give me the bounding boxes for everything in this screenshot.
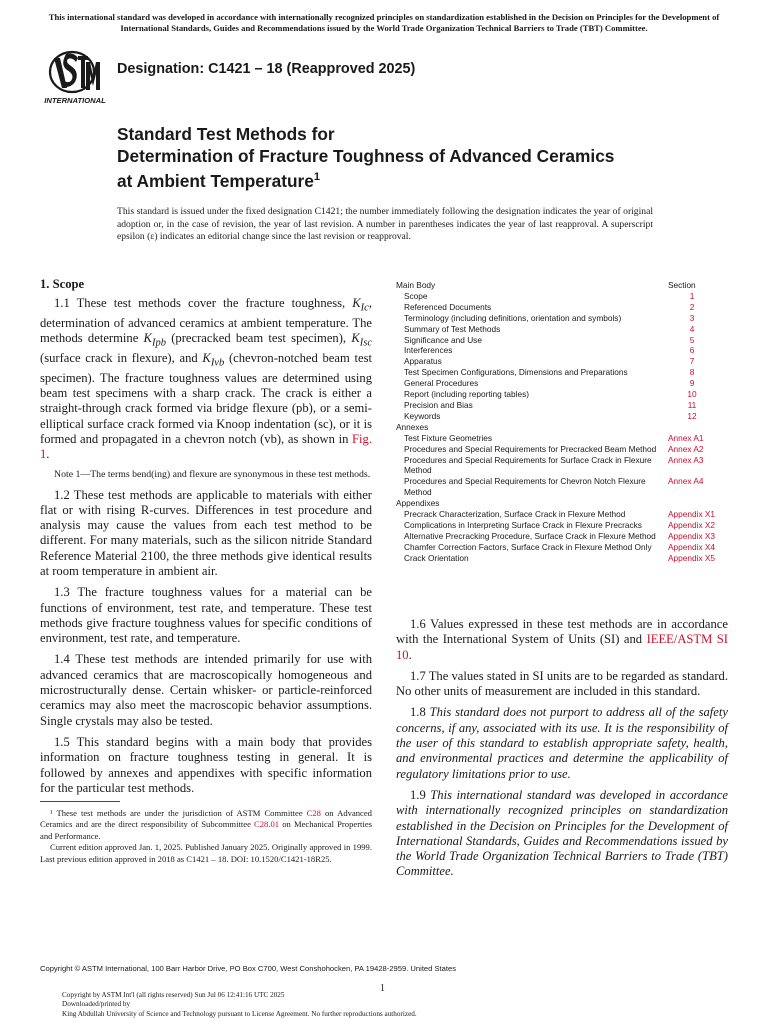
title-line-3 [117, 167, 614, 192]
p11-text-d: (surface crack in flexure), and [40, 350, 203, 365]
toc-main-row [396, 411, 730, 422]
right-column [396, 617, 728, 886]
toc-annex-row [396, 476, 730, 498]
paragraph-1-5: 1.5 This standard begins with a main body that provides information on fracture toughness testing in general. It is followed by annexes and appendixes with specific information for the particular test methods. [40, 734, 372, 795]
toc-main-row [396, 302, 730, 313]
fig-1-link[interactable]: Fig. 1 [40, 431, 372, 462]
paragraph-1-8 [396, 705, 728, 781]
toc-appendix-section-link[interactable]: Appendix X2 [668, 519, 716, 530]
toc-section-header: Section [668, 280, 696, 290]
toc-annex-label: Test Fixture Geometries [404, 432, 493, 443]
paragraph-1-2: 1.2 These test methods are applicable to materials with either flat or with rising R-curves. Differences in test procedure and analysis may cause the values from each test method to be different. For many materials, such as the silicon nitride Standard Reference Material 2100, the three methods give identical results at room temperature in ambient air. [40, 487, 372, 578]
toc-main-section-link[interactable]: 11 [687, 399, 697, 410]
paragraph-1-7: 1.7 The values stated in SI units are to be regarded as standard. No other units of measurement are included in this standard. [396, 668, 728, 699]
footnote [40, 808, 372, 865]
toc-main-label: Terminology (including definitions, orientation and symbols) [404, 312, 622, 323]
k-letter: K [351, 331, 360, 346]
note-1: Note 1—The terms bend(ing) and flexure are synonymous in these test methods. [54, 468, 371, 480]
toc-annex-section-link[interactable]: Annex A1 [668, 432, 704, 443]
toc-appendix-row [396, 542, 730, 553]
toc-annex-label: Procedures and Special Requirements for Surface Crack in Flexure Method [404, 454, 652, 476]
toc-main-row [396, 345, 730, 356]
toc-main-label: Referenced Documents [404, 301, 492, 312]
toc-main-rows [396, 291, 730, 422]
kic-symbol [352, 296, 369, 314]
kipb-sub: Ipb [151, 337, 166, 349]
toc-appendix-section-link[interactable]: Appendix X5 [668, 552, 716, 563]
toc-annex-label: Procedures and Special Requirements for Chevron Notch Flexure Method [404, 476, 646, 498]
toc-main-row [396, 356, 730, 367]
toc-main-section-link[interactable]: 5 [689, 334, 695, 345]
toc-annexes-label: Annexes [396, 421, 429, 432]
toc-annex-label: Procedures and Special Requirements for Precracked Beam Method [404, 443, 657, 454]
p11-text-c: (precracked beam test specimen), [165, 331, 352, 346]
toc-main-section-link[interactable]: 4 [689, 323, 695, 334]
fn-text-b: on Advanced Ceramics and are the direct responsibility of Subcommittee [40, 808, 372, 830]
kisc-symbol [351, 331, 372, 349]
title-line-2: Determination of Fracture Toughness of Advanced Ceramics [117, 145, 615, 166]
astm-logo [40, 48, 110, 106]
title-line-1: Standard Test Methods for [117, 124, 335, 144]
toc-main-label: Significance and Use [404, 334, 482, 345]
p11-text-f: . [46, 447, 50, 462]
download-line-3: King Abdullah University of Science and Technology pursuant to License Agreement. No further reproductions authorized. [62, 1009, 417, 1018]
toc-main-section-link[interactable]: 12 [687, 410, 697, 421]
toc-appendix-row [396, 509, 730, 520]
left-column [40, 296, 372, 802]
kipb-symbol [143, 331, 166, 349]
toc-main-row [396, 400, 730, 411]
toc-appendixes-heading [396, 498, 730, 509]
toc-annexes-heading [396, 422, 730, 433]
toc-appendix-label: Crack Orientation [404, 552, 469, 563]
toc-main-label: Keywords [404, 410, 441, 421]
toc-main-section-link[interactable]: 6 [689, 345, 695, 356]
toc-main-label: Test Specimen Configurations, Dimensions and Preparations [404, 367, 628, 378]
download-line-2: Downloaded/printed by [62, 1000, 131, 1009]
toc-annex-row [396, 433, 730, 444]
paragraph-1-9 [396, 788, 728, 880]
toc-header [396, 280, 730, 291]
toc-main-label: Precision and Bias [404, 399, 473, 410]
fn-text-c: on Mechanical Properties and Performance. [40, 819, 372, 841]
kisc-sub: Isc [359, 337, 372, 349]
toc-main-section-link[interactable]: 10 [687, 389, 697, 400]
p16-text-b: . [408, 647, 412, 662]
paragraph-1-6 [396, 617, 728, 663]
toc-main-row [396, 367, 730, 378]
download-line-1: Copyright by ASTM Int'l (all rights reserved) Sun Jul 06 12:41:16 UTC 2025 [62, 991, 285, 999]
toc-appendix-rows [396, 509, 730, 564]
kic-sub: Ic [360, 302, 369, 314]
kivb-symbol [202, 350, 225, 369]
download-notice [62, 991, 417, 1019]
toc-main-row [396, 324, 730, 335]
p16-text-a: 1.6 Values expressed in these test methods are in accordance with the International System of Units (SI) and [396, 617, 728, 647]
kivb-sub: Ivb [210, 357, 225, 369]
toc-main-section-link[interactable]: 2 [689, 301, 695, 312]
toc-appendix-section-link[interactable]: Appendix X4 [668, 541, 716, 552]
page-number: 1 [380, 983, 385, 994]
table-of-contents [396, 280, 730, 564]
copyright-line: Copyright © ASTM International, 100 Barr Harbor Drive, PO Box C700, West Conshohocken, PA 19428-2959. United States [40, 964, 457, 973]
c28-01-link[interactable]: C28.01 [254, 819, 280, 830]
toc-appendix-row [396, 531, 730, 542]
toc-main-label: Interferences [404, 345, 453, 356]
toc-main-section-link[interactable]: 9 [689, 378, 695, 389]
p11-text-b: , determination of advanced ceramics at ambient temperature. The methods determine [40, 296, 372, 346]
toc-main-label: Report (including reporting tables) [404, 389, 529, 400]
logo-wordmark: INTERNATIONAL [44, 96, 106, 105]
toc-appendix-label: Precrack Characterization, Surface Crack in Flexure Method [404, 509, 626, 520]
toc-main-label: General Procedures [404, 378, 479, 389]
scope-heading: 1. Scope [40, 277, 85, 291]
p11-text-a: 1.1 These test methods cover the fracture toughness, [54, 296, 353, 310]
p19-text: This international standard was developed in accordance with internationally recognized principles on standardization established in the Decision on Principles for the Development of International Standards, Guides and Recommendations issued by the World Trade Organization Technical Barriers to Trade (TBT) Committee. [396, 787, 728, 879]
p11-text-e: (chevron-notched beam test specimen). The fracture toughness values are determined using beam test specimens with a sharp crack. The crack is either a straight-through crack formed via bridge flexure (pb), or a semi-elliptical surface crack formed via Knoop indentation (sc), or it is formed and propagated in a chevron notch (vb), as shown in [40, 350, 372, 446]
toc-appendix-label: Alternative Precracking Procedure, Surface Crack in Flexure Method [404, 530, 656, 541]
issued-statement: This standard is issued under the fixed designation C1421; the number immediately following the designation indicates the year of original adoption or, in the case of revision, the year of last revision. A number in parentheses indicates the year of last reapproval. A superscript epsilon (ε) indicates an editorial change since the last revision or reapproval. [117, 206, 653, 243]
paragraph-1-3: 1.3 The fracture toughness values for a material can be functions of environment, test rate, and temperature. These test methods give fracture toughness values for specific conditions of environment, test rate, and temperature. [40, 585, 372, 646]
toc-main-section-link[interactable]: 1 [689, 290, 695, 301]
toc-appendix-row [396, 520, 730, 531]
p18-number: 1.8 [410, 705, 430, 720]
toc-main-row [396, 389, 730, 400]
toc-main-section-link[interactable]: 7 [689, 356, 695, 367]
k-letter: K [143, 331, 152, 346]
toc-main-label: Summary of Test Methods [404, 323, 501, 334]
toc-main-label: Scope [404, 290, 428, 301]
toc-annex-section-link[interactable]: Annex A4 [668, 476, 704, 487]
toc-main-section-link[interactable]: 8 [689, 367, 695, 378]
toc-appendix-label: Complications in Interpreting Surface Crack in Flexure Precracks [404, 519, 642, 530]
toc-annex-row [396, 444, 730, 455]
title-line-3-text: at Ambient Temperature [117, 170, 314, 191]
p19-number: 1.9 [410, 787, 431, 802]
toc-appendixes-label: Appendixes [396, 498, 440, 509]
toc-annex-section-link[interactable]: Annex A3 [668, 454, 704, 465]
footnote-2: Current edition approved Jan. 1, 2025. Published January 2025. Originally approved in 1999. Last previous edition approved in 2018 as C1421 – 18. DOI: 10.1520/C1421-18R25. [40, 842, 372, 864]
toc-annex-rows [396, 433, 730, 498]
document-title [117, 124, 614, 192]
toc-annex-section-link[interactable]: Annex A2 [668, 443, 704, 454]
p18-text: This standard does not purport to address all of the safety concerns, if any, associated with its use. It is the responsibility of the user of this standard to establish appropriate safety, health, and environmental practices and determine the applicability of regulatory limitations prior to use. [396, 705, 728, 781]
toc-main-row [396, 291, 730, 302]
designation: Designation: C1421 – 18 (Reapproved 2025) [117, 61, 416, 77]
toc-main-section-link[interactable]: 3 [689, 312, 695, 323]
title-footnote-mark[interactable]: 1 [313, 171, 320, 183]
paragraph-1-4: 1.4 These test methods are intended primarily for use with advanced ceramics that are macroscopically homogeneous and microstructurally dense. Certain whisker- or particle-reinforced ceramics may also meet the macroscopic behavior assumptions. Single crystals may also be tested. [40, 652, 372, 728]
toc-appendix-section-link[interactable]: Appendix X3 [668, 530, 716, 541]
toc-appendix-label: Chamfer Correction Factors, Surface Crack in Flexure Method Only [404, 541, 652, 552]
toc-appendix-row [396, 553, 730, 564]
toc-appendix-section-link[interactable]: Appendix X1 [668, 509, 716, 520]
toc-main-row [396, 378, 730, 389]
toc-main-row [396, 313, 730, 324]
toc-annex-row [396, 455, 730, 477]
c28-link[interactable]: C28 [306, 808, 321, 818]
header-notice: This international standard was developed in accordance with internationally recognized principles on standardization established in the Decision on Principles for the Development of International Standards, Guides and Recommendations issued by the World Trade Organization Technical Barriers to Trade (TBT) Committee. [48, 12, 720, 33]
k-letter: K [202, 350, 211, 365]
footnote-rule [40, 801, 120, 802]
toc-main-row [396, 335, 730, 346]
paragraph-1-1 [40, 296, 372, 463]
toc-main-label: Apparatus [404, 356, 442, 367]
fn-text-a: ¹ These test methods are under the jurisdiction of ASTM Committee [50, 808, 307, 818]
footnote-1 [40, 808, 372, 842]
k-letter: K [352, 296, 361, 310]
si10-link[interactable]: IEEE/ASTM SI 10 [396, 632, 728, 662]
toc-main-body-label: Main Body [396, 280, 436, 290]
